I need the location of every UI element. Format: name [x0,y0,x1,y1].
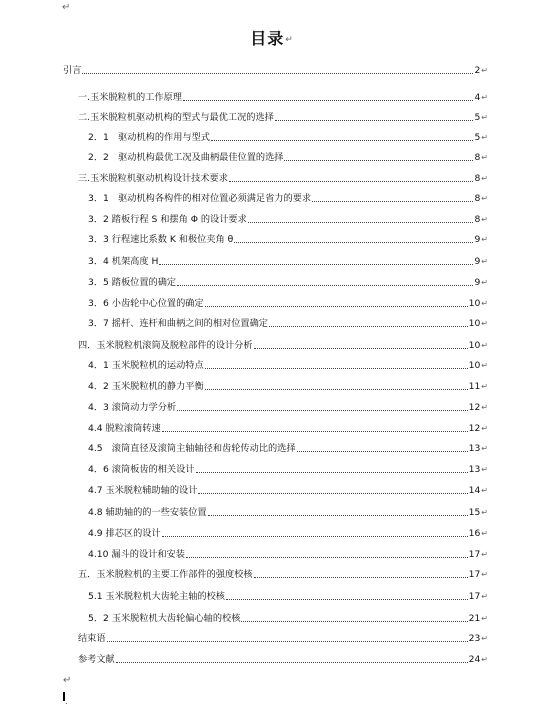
toc-entry-label: 五．玉米脱粒机的主要工作部件的强度校核 [78,569,253,580]
toc-entry[interactable] [88,256,488,268]
toc-entry-label: 3．1 驱动机构各构件的相对位置必须满足省力的要求 [88,193,312,204]
toc-entry-label: 2．1 驱动机构的作用与型式 [88,132,210,143]
toc-entry[interactable] [78,173,488,185]
toc-entry-page: 9 [474,234,481,245]
toc-entry-page: 15 [468,507,481,518]
toc-entry-page: 11 [468,381,481,392]
toc-entry-label: 三.玉米脱粒机驱动机构设计技术要求 [78,173,228,184]
toc-entry-page: 17 [468,591,481,602]
dot-leader [269,326,468,327]
toc-entry[interactable] [78,340,488,352]
toc-entry-label: 一.玉米脱粒机的工作原理 [78,92,182,103]
toc-entry[interactable] [88,318,488,330]
dot-leader [162,536,468,537]
paragraph-mark: ↵ [481,614,488,623]
paragraph-mark: ↵ [481,382,488,391]
paragraph-mark: ↵ [481,257,488,266]
toc-entry[interactable] [88,132,488,144]
paragraph-mark: ↵ [481,66,488,75]
dot-leader [248,222,474,223]
paragraph-mark: ↵ [481,341,488,350]
toc-entry-page: 17 [468,569,481,580]
paragraph-mark: ↵ [481,465,488,474]
dot-leader [198,493,467,494]
dot-leader [205,389,468,390]
toc-entry[interactable] [88,298,488,310]
paragraph-mark: ↵ [481,174,488,183]
toc-entry[interactable] [88,591,488,603]
toc-entry[interactable] [88,528,488,540]
cursor-tail: . [65,697,68,706]
toc-entry[interactable] [88,485,488,497]
toc-entry-page: 5 [474,112,481,123]
page-title [0,26,544,49]
toc-entry-page: 10 [468,318,481,329]
paragraph-mark: ↵ [481,424,488,433]
paragraph-mark: ↵ [481,194,488,203]
paragraph-mark: ↵ [481,550,488,559]
paragraph-mark: ↵ [481,634,488,643]
dot-leader [208,515,468,516]
paragraph-mark: ↵ [481,278,488,287]
dot-leader [159,264,473,265]
toc-entry-label: 4.8 辅助轴的的一些安装位置 [88,507,207,518]
toc-entry[interactable] [88,507,488,519]
toc-entry-label: 3．3 行程速比系数 K 和极位夹角 θ [88,234,234,245]
toc-entry[interactable] [88,443,488,455]
dot-leader [226,599,468,600]
dot-leader [241,621,467,622]
toc-entry-label: 4．2 玉米脱粒机的静力平衡 [88,381,204,392]
toc-entry-label: 四．玉米脱粒机滚筒及脱粒部件的设计分析 [78,340,253,351]
toc-entry-page: 24 [468,654,481,665]
toc-entry-label: 3．6 小齿轮中心位置的确定 [88,298,204,309]
toc-entry[interactable] [88,613,488,625]
dot-leader [162,431,468,432]
toc-entry-page: 8 [474,193,481,204]
toc-entry[interactable] [88,277,488,289]
paragraph-mark: ↵ [481,215,488,224]
toc-entry[interactable] [78,633,488,645]
toc-entry[interactable] [88,360,488,372]
toc-entry-page: 10 [468,360,481,371]
toc-entry-page: 9 [474,256,481,267]
dot-leader [284,160,473,161]
toc-entry-label: 3．2 踏板行程 S 和摆角 Φ 的设计要求 [88,214,247,225]
paragraph-mark: ↵ [481,508,488,517]
paragraph-mark: ↵ [481,153,488,162]
dot-leader [297,451,468,452]
toc-entry[interactable] [63,65,488,77]
toc-entry-page: 13 [468,464,481,475]
dot-leader [177,285,473,286]
dot-leader [82,73,473,74]
toc-entry-page: 8 [474,173,481,184]
dot-leader [196,472,468,473]
dot-leader [229,181,474,182]
dot-leader [116,662,468,663]
toc-entry[interactable] [78,112,488,124]
paragraph-mark: ↵ [481,444,488,453]
paragraph-mark-bottom: ↵ [63,675,72,686]
dot-leader [312,201,473,202]
toc-entry[interactable] [78,569,488,581]
toc-entry-label: 4.5 滚筒直径及滚筒主轴轴径和齿轮传动比的选择 [88,443,296,454]
dot-leader [183,100,473,101]
toc-entry-label: 3．5 踏板位置的确定 [88,277,177,288]
paragraph-mark: ↵ [285,34,294,45]
toc-entry[interactable] [88,152,488,164]
toc-entry-label: 5．2 玉米脱粒机大齿轮偏心轴的校核 [88,613,241,624]
dot-leader [205,306,468,307]
paragraph-mark: ↵ [481,655,488,664]
toc-entry-page: 17 [468,549,481,560]
paragraph-mark: ↵ [481,570,488,579]
toc-entry-label: 5.1 玉米脱粒机大齿轮主轴的校核 [88,591,225,602]
toc-entry[interactable] [78,92,488,104]
toc-entry-label: 4.10 漏斗的设计和安装 [88,549,185,560]
paragraph-mark: ↵ [481,319,488,328]
toc-entry[interactable] [88,234,488,246]
paragraph-mark: ↵ [481,93,488,102]
toc-entry-page: 9 [474,277,481,288]
toc-entry-page: 2 [474,65,481,76]
toc-entry-page: 10 [468,340,481,351]
toc-entry-page: 8 [474,152,481,163]
toc-entry-page: 4 [474,92,481,103]
paragraph-mark-top: ↵ [62,2,71,13]
dot-leader [186,557,468,558]
toc-entry-label: 结束语 [78,633,106,644]
toc-entry-page: 8 [474,214,481,225]
paragraph-mark: ↵ [481,235,488,244]
dot-leader [177,410,467,411]
toc-entry-label: 参考文献 [78,654,115,665]
toc-entry-page: 16 [468,528,481,539]
toc-entry-label: 4．3 滚筒动力学分析 [88,402,177,413]
toc-entry-label: 4.4 脱粒滚筒转速 [88,423,161,434]
dot-leader [107,641,468,642]
toc-entry-page: 14 [468,485,481,496]
toc-entry-page: 5 [474,132,481,143]
toc-entry-label: 4．6 滚筒板齿的相关设计 [88,464,195,475]
dot-leader [234,242,473,243]
paragraph-mark: ↵ [481,113,488,122]
toc-entry[interactable] [88,402,488,414]
dot-leader [205,368,468,369]
paragraph-mark: ↵ [481,361,488,370]
paragraph-mark: ↵ [481,133,488,142]
toc-entry-page: 23 [468,633,481,644]
toc-entry-label: 4.9 排芯区的设计 [88,528,161,539]
toc-entry-page: 13 [468,443,481,454]
paragraph-mark: ↵ [481,403,488,412]
toc-entry[interactable] [88,549,488,561]
toc-entry[interactable] [88,423,488,435]
dot-leader [254,577,468,578]
toc-entry[interactable] [88,381,488,393]
toc-entry-label: 二.玉米脱粒机驱动机构的型式与最优工况的选择 [78,112,274,123]
toc-entry[interactable] [78,654,488,666]
dot-leader [254,348,468,349]
paragraph-mark: ↵ [481,592,488,601]
toc-entry-label: 4．1 玉米脱粒机的运动特点 [88,360,204,371]
toc-entry-page: 12 [468,423,481,434]
dot-leader [275,120,474,121]
title-text: 目录 [250,29,285,48]
toc-entry[interactable] [88,214,488,226]
toc-entry-label: 引言 [63,65,82,76]
toc-entry[interactable] [88,193,488,205]
paragraph-mark: ↵ [481,299,488,308]
paragraph-mark: ↵ [481,529,488,538]
dot-leader [211,140,473,141]
toc-entry-label: 3．4 机架高度 H [88,256,159,267]
toc-entry-page: 12 [468,402,481,413]
toc-entry-label: 4.7 玉米脱粒辅助轴的设计 [88,485,198,496]
toc-entry-label: 2．2 驱动机构最优工况及曲柄最佳位置的选择 [88,152,284,163]
toc-entry-page: 21 [468,613,481,624]
paragraph-mark: ↵ [481,486,488,495]
toc-entry-label: 3．7 摇杆、连杆和曲柄之间的相对位置确定 [88,318,268,329]
toc-entry[interactable] [88,464,488,476]
toc-entry-page: 10 [468,298,481,309]
